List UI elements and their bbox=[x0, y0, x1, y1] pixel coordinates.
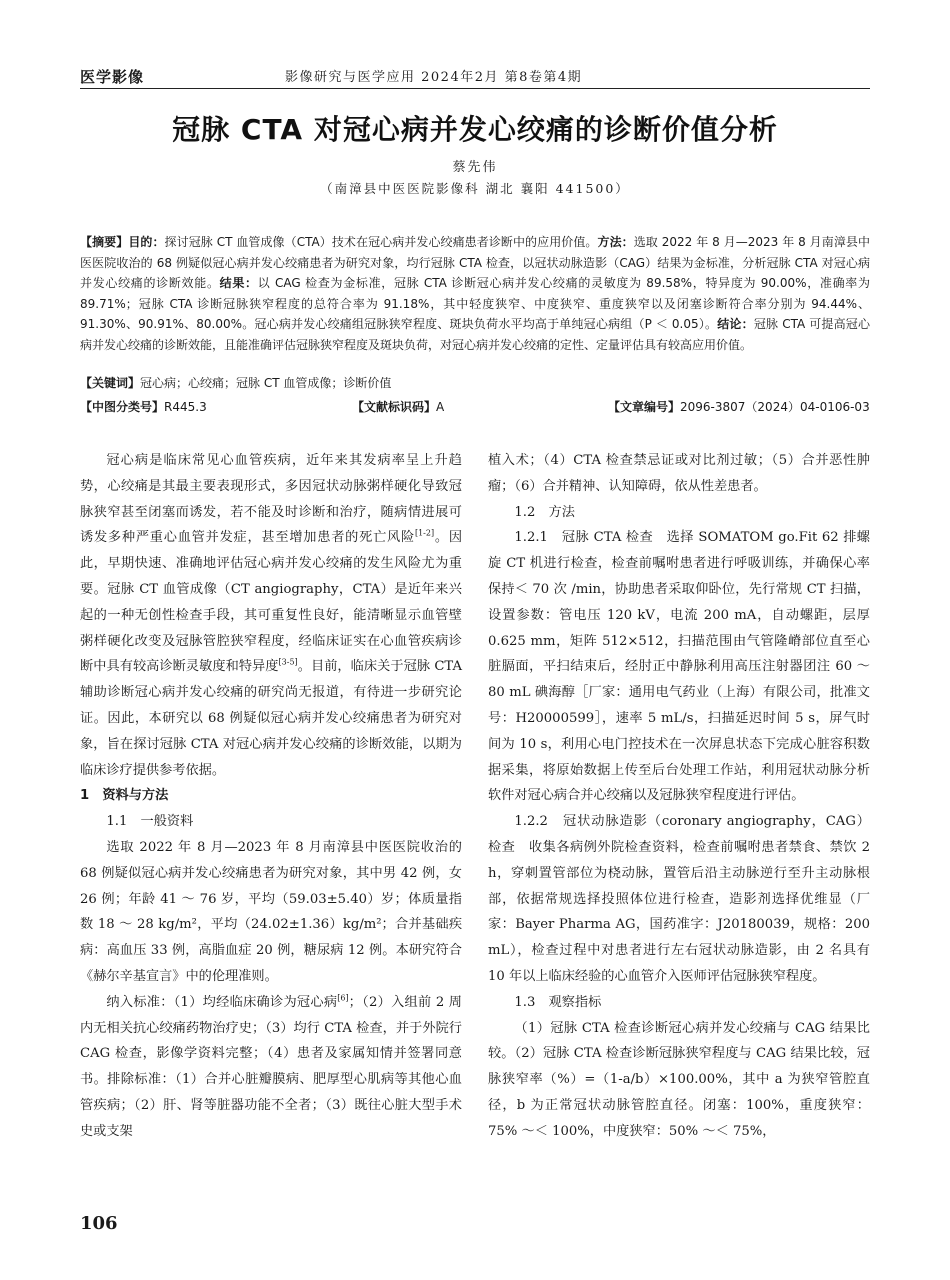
result-label: 结果： bbox=[219, 276, 258, 290]
intro-paragraph: 冠心病是临床常见心血管疾病，近年来其发病率呈上升趋势，心绞痛是其最主要表现形式，多因冠状动脉粥样硬化导致冠脉狭窄甚至闭塞而诱发，若不能及时诊断和治疗，随病情进展可诱发多种严重心血管并发症，甚至增加患者的死亡风险[1-2]。因此，早期快速、准确地评估冠心病并发心绞痛的发生风险尤为重要。冠脉 CT 血管成像（CT angiography，CTA）是近年来兴起的一种无创性检查手段，其可重复性良好，能清晰显示血管壁粥样硬化改变及冠脉管腔狭窄程度，经临床证实在心血管疾病诊断中具有较高诊断灵敏度和特异度[3-5]。目前，临床关于冠脉 CTA 辅助诊断冠心病并发心绞痛的研究尚无报道，有待进一步研究论证。因此，本研究以 68 例疑似冠心病并发心绞痛患者为研究对象，旨在探讨冠脉 CTA 对冠心病并发心绞痛的诊断效能，以期为临床诊疗提供参考依据。 bbox=[80, 453, 463, 778]
conclusion-text: 冠脉 CTA 可提高冠心病并发心绞痛的诊断效能，且能准确评估冠脉狭窄程度及斑块负荷，对冠心病并发心绞痛的定性、定量评估具有较高应用价值。 bbox=[80, 317, 870, 352]
subsection-heading: 1.3 观察指标 bbox=[514, 994, 602, 1010]
method-text: 选取 2022 年 8 月—2023 年 8 月南漳县中医医院收治的 68 例疑似冠心病并发心绞痛患者为研究对象，均行冠脉 CTA 检查，以冠状动脉造影（CAG）结果为金标准，分析冠脉 CTA 对冠心病并发心绞痛的诊断效能。 bbox=[80, 235, 870, 290]
doc-value: A bbox=[436, 400, 445, 414]
journal-header: 影像研究与医学应用 2024年2月 第8卷第4期 bbox=[285, 70, 583, 85]
header-rule bbox=[80, 88, 870, 89]
objective-label: 目的： bbox=[128, 235, 165, 249]
body-paragraph: 植入术；（4）CTA 检查禁忌证或对比剂过敏；（5）合并恶性肿瘤；（6）合并精神、认知障碍，依从性差患者。 bbox=[488, 453, 870, 494]
body-paragraph: （1）冠脉 CTA 检查诊断冠心病并发心绞痛与 CAG 结果比较。（2）冠脉 CTA 检查诊断冠脉狭窄程度与 CAG 结果比较，冠脉狭窄率（%）=（1-a/b）×100.00%，其中 a 为狭窄管腔直径，b 为正常冠状动脉管腔直径。闭塞：100%，重度狭窄：75% ～＜ 100%，中度狭窄：50% ～＜ 75%， bbox=[488, 1020, 870, 1139]
article-title: 冠脉 CTA 对冠心病并发心绞痛的诊断价值分析 bbox=[172, 113, 778, 146]
subsection-heading: 1.2 方法 bbox=[514, 504, 575, 520]
page-number: 106 bbox=[80, 1213, 118, 1234]
clc-value: R445.3 bbox=[164, 400, 207, 414]
right-column bbox=[488, 448, 870, 1145]
section-label: 医学影像 bbox=[80, 68, 145, 86]
body-paragraph: 1.2.1 冠脉 CTA 检查 选择 SOMATOM go.Fit 62 排螺旋 CT 机进行检查，检查前嘱咐患者进行呼吸训练，并确保心率保持＜ 70 次 /min，协助患者采取仰卧位，先行常规 CT 扫描，设置参数：管电压 120 kV，电流 200 mA，自动螺距，层厚 0.625 mm，矩阵 512×512，扫描范围由气管隆嵴部位直至心脏膈面，平扫结束后，经肘正中静脉利用高压注射器团注 60 ～ 80 mL 碘海醇［厂家：通用电气药业（上海）有限公司，批准文号：H20000599］，速率 5 mL/s，扫描延迟时间 5 s，屏气时间为 10 s，利用心电门控技术在一次屏息状态下完成心脏容积数据采集，将原始数据上传至后台处理工作站，利用冠状动脉分析软件对冠心病合并心绞痛以及冠脉狭窄程度进行评估。 bbox=[488, 530, 870, 804]
citation: [6] bbox=[337, 993, 349, 1003]
article-number bbox=[608, 398, 870, 415]
clc-label: 【中图分类号】 bbox=[80, 400, 165, 414]
affiliation: （南漳县中医医院影像科 湖北 襄阳 441500） bbox=[320, 181, 630, 196]
art-label: 【文章编号】 bbox=[608, 400, 681, 414]
keywords-label: 【关键词】 bbox=[80, 376, 141, 390]
clc-number bbox=[80, 398, 207, 415]
subsection-heading: 1.1 一般资料 bbox=[106, 814, 194, 830]
left-column bbox=[80, 448, 462, 1145]
body-paragraph: 选取 2022 年 8 月—2023 年 8 月南漳县中医医院收治的 68 例疑似冠心病并发心绞痛患者为研究对象，其中男 42 例，女 26 例；年龄 41 ～ 76 岁，平均（59.03±5.40）岁；体质量指数 18 ～ 28 kg/m²，平均（24.02±1.36）kg/m²；合并基础疾病：高血压 33 例，高脂血症 20 例，糖尿病 12 例。本研究符合《赫尔辛基宣言》中的伦理准则。 bbox=[80, 839, 462, 984]
author: 蔡先伟 bbox=[452, 160, 498, 175]
abstract-label: 【摘要】 bbox=[80, 235, 129, 249]
criteria-paragraph: 纳入标准：（1）均经临床确诊为冠心病[6]；（2）入组前 2 周内无相关抗心绞痛药物治疗史；（3）均行 CTA 检查，并于外院行 CAG 检查，影像学资料完整；（4）患者及家属知情并签署同意书。排除标准：（1）合并心脏瓣膜病、肥厚型心肌病等其他心血管疾病；（2）肝、肾等脏器功能不全者；（3）既往心脏大型手术史或支架 bbox=[80, 993, 462, 1139]
abstract bbox=[80, 232, 870, 355]
method-label: 方法： bbox=[597, 235, 634, 249]
section-heading: 1 资料与方法 bbox=[80, 788, 169, 804]
body-paragraph: 1.2.2 冠状动脉造影（coronary angiography，CAG）检查 收集各病例外院检查资料，检查前嘱咐患者禁食、禁饮 2 h，穿刺置管部位为桡动脉，置管后沿主动脉逆行至升主动脉根部，依据常规选择投照体位进行检查，造影剂选择优维显（厂家：Bayer Pharma AG，国药准字：J20180039，规格：200 mL），检查过程中对患者进行左右冠状动脉造影，由 2 名具有 10 年以上临床经验的心血管介入医师评估冠脉狭窄程度。 bbox=[488, 814, 870, 984]
doc-label: 【文献标识码】 bbox=[352, 400, 437, 414]
citation: [1-2] bbox=[414, 529, 435, 538]
objective-text: 探讨冠脉 CT 血管成像（CTA）技术在冠心病并发心绞痛患者诊断中的应用价值。 bbox=[164, 235, 598, 249]
result-text: 以 CAG 检查为金标准，冠脉 CTA 诊断冠心病并发心绞痛的灵敏度为 89.58%，特异度为 90.00%，准确率为 89.71%；冠脉 CTA 诊断冠脉狭窄程度的总符合率为 91.18%，其中轻度狭窄、中度狭窄、重度狭窄以及闭塞诊断符合率分别为 94.44%、91.30%、90.91%、80.00%。冠心病并发心绞痛组冠脉狭窄程度、斑块负荷水平均高于单纯冠心病组（P ＜ 0.05）。 bbox=[80, 276, 870, 331]
conclusion-label: 结论： bbox=[717, 317, 754, 331]
document-code bbox=[352, 398, 444, 415]
keywords-text: 冠心病；心绞痛；冠脉 CT 血管成像；诊断价值 bbox=[140, 376, 392, 390]
art-value: 2096-3807（2024）04-0106-03 bbox=[680, 400, 870, 414]
keywords bbox=[80, 374, 870, 391]
citation: [3-5] bbox=[278, 657, 298, 667]
